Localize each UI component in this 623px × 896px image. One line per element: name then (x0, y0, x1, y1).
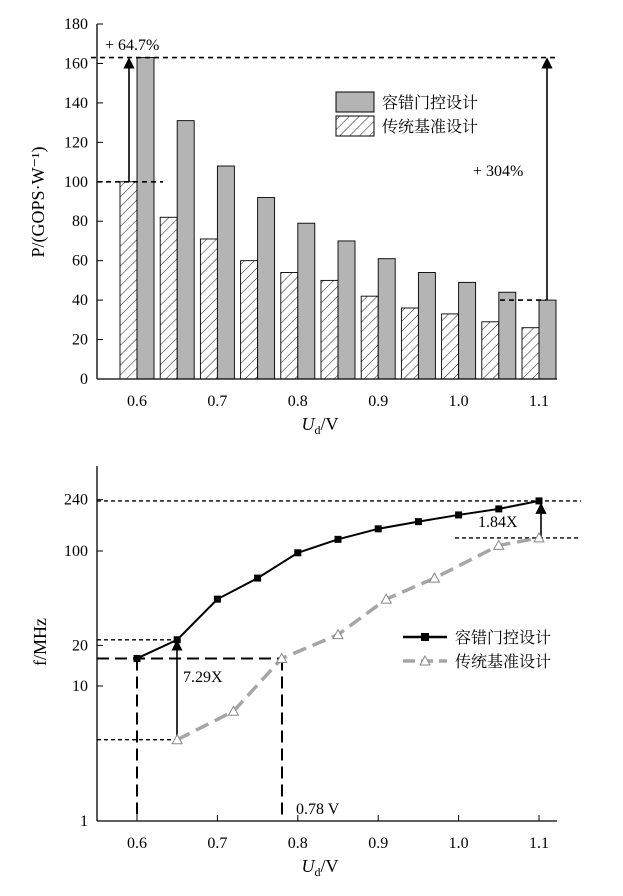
data-point-fault-tolerant (174, 636, 181, 643)
data-point-baseline (429, 573, 439, 582)
y-tick-label: 240 (64, 491, 88, 509)
y-tick-label: 160 (64, 55, 88, 73)
bar-fault-tolerant (418, 273, 435, 380)
x-axis-label: $U_d/V$ (301, 856, 339, 879)
bar-fault-tolerant (258, 198, 275, 379)
data-point-fault-tolerant (335, 536, 342, 543)
x-tick-label: 0.6 (127, 393, 147, 410)
bar-baseline (442, 314, 459, 379)
legend-label-fault-tolerant: 容错门控设计 (455, 628, 552, 647)
legend-label-baseline: 传统基准设计 (455, 652, 552, 671)
y-tick-label: 80 (72, 213, 88, 231)
legend-swatch-baseline (336, 116, 374, 136)
y-axis-label: P/(GOPS·W⁻¹) (28, 146, 48, 258)
bar-fault-tolerant (539, 300, 556, 379)
y-tick-label: 40 (72, 292, 88, 310)
annotation-7-29x: 7.29X (183, 669, 223, 686)
x-tick-label: 0.6 (127, 835, 147, 852)
y-tick-label: 180 (64, 16, 88, 33)
bar-fault-tolerant (137, 58, 154, 379)
y-tick-label: 20 (72, 331, 88, 349)
bar-baseline (321, 280, 338, 379)
x-tick-label: 0.9 (368, 393, 389, 410)
bar-fault-tolerant (459, 282, 476, 379)
bar-baseline (522, 328, 539, 379)
y-tick-label: 100 (64, 543, 88, 560)
frequency-line-chart (30, 466, 581, 879)
data-point-fault-tolerant (455, 511, 462, 518)
y-tick-label: 20 (72, 637, 88, 655)
x-tick-label: 1.0 (448, 393, 469, 410)
legend-label-fault-tolerant: 容错门控设计 (382, 93, 479, 112)
y-tick-label: 0 (80, 371, 88, 388)
x-tick-label: 0.8 (287, 835, 308, 852)
bar-baseline (482, 322, 499, 379)
y-tick-label: 60 (72, 252, 88, 270)
data-point-fault-tolerant (536, 497, 543, 504)
legend (403, 628, 551, 671)
bar-baseline (200, 239, 217, 379)
data-point-fault-tolerant (254, 575, 261, 582)
bar-baseline (241, 261, 258, 379)
x-tick-label: 1.1 (529, 835, 549, 852)
x-tick-label: 0.7 (207, 835, 228, 852)
bar-baseline (120, 182, 137, 379)
x-axis-label: $U_d/V$ (301, 414, 339, 437)
annotation-1-84x: 1.84X (478, 514, 518, 531)
legend-label-baseline: 传统基准设计 (382, 117, 479, 136)
bar-fault-tolerant (378, 259, 395, 379)
data-point-fault-tolerant (134, 655, 141, 662)
data-point-fault-tolerant (214, 596, 221, 603)
y-tick-label: 100 (64, 173, 88, 191)
bar-baseline (160, 217, 177, 379)
x-tick-label: 1.1 (529, 393, 549, 410)
bar-fault-tolerant (177, 121, 194, 379)
legend-swatch-fault-tolerant (336, 92, 374, 112)
data-point-fault-tolerant (495, 505, 502, 512)
y-tick-label: 10 (72, 678, 88, 695)
annotation-0-78v: 0.78 V (296, 801, 340, 818)
y-tick-label: 1 (80, 813, 88, 830)
x-tick-label: 0.8 (287, 393, 308, 410)
annotation-plus-304: + 304% (473, 163, 524, 180)
efficiency-bar-chart (28, 16, 557, 437)
data-point-fault-tolerant (375, 525, 382, 532)
y-tick-label: 120 (64, 134, 88, 152)
x-tick-label: 1.0 (448, 835, 469, 852)
bar-fault-tolerant (499, 292, 516, 379)
x-tick-label: 0.7 (207, 393, 228, 410)
data-point-fault-tolerant (294, 549, 301, 556)
bar-baseline (401, 308, 418, 379)
y-tick-label: 140 (64, 94, 88, 112)
x-tick-label: 0.9 (368, 835, 389, 852)
data-point-fault-tolerant (415, 518, 422, 525)
annotation-plus-64-7: + 64.7% (105, 37, 160, 54)
legend-marker-fault-tolerant (421, 633, 429, 641)
bar-fault-tolerant (298, 223, 315, 379)
bar-baseline (361, 296, 378, 379)
bar-baseline (281, 273, 298, 380)
bar-fault-tolerant (217, 166, 234, 379)
bar-fault-tolerant (338, 241, 355, 379)
y-axis-label: f/MHz (30, 618, 50, 666)
legend (336, 92, 478, 136)
